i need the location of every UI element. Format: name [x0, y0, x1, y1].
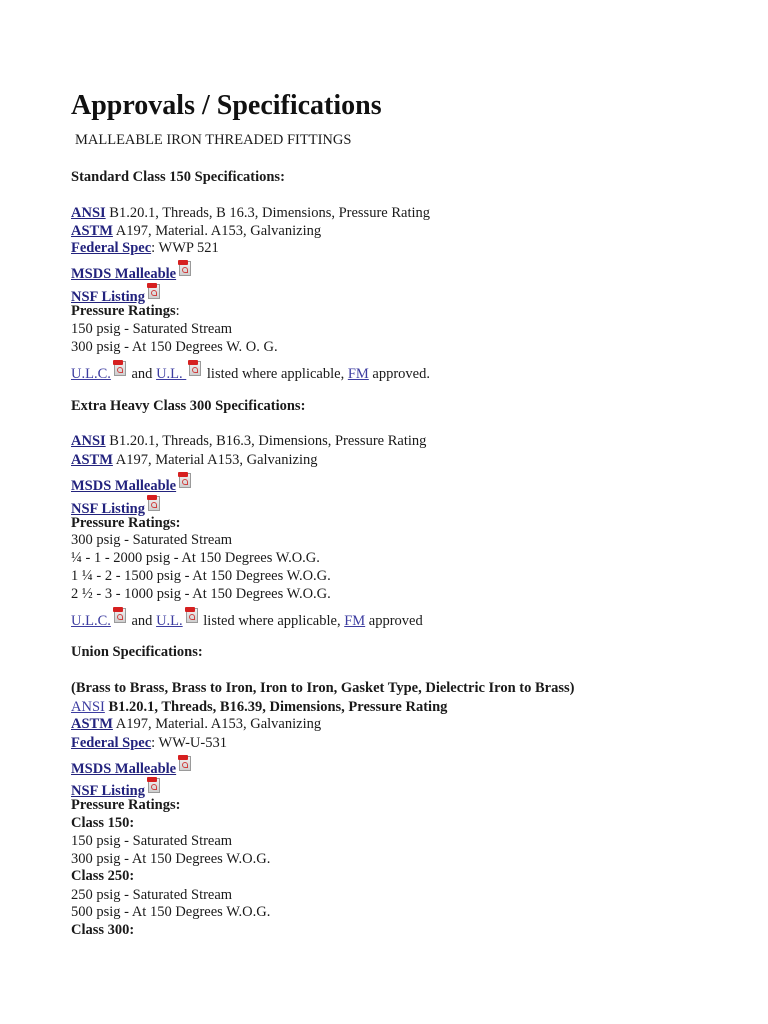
rating-line: 300 psig - At 150 Degrees W. O. G. — [71, 339, 278, 355]
extra-heavy-ansi-line — [71, 432, 426, 450]
listed-text: listed where applicable, — [203, 366, 348, 382]
and-text: and — [127, 613, 157, 629]
union-types: (Brass to Brass, Brass to Iron, Iron to Iron, Gasket Type, Dielectric Iron to Brass) — [71, 680, 575, 696]
rating-line: 500 psig - At 150 Degrees W.O.G. — [71, 904, 271, 920]
approved-text: approved — [365, 613, 423, 629]
extra-heavy-astm-line — [71, 451, 317, 469]
pdf-icon[interactable] — [148, 496, 160, 511]
astm-link[interactable]: ASTM — [71, 223, 113, 239]
pdf-icon[interactable] — [148, 778, 160, 793]
extra-heavy-heading: Extra Heavy Class 300 Specifications: — [71, 398, 306, 414]
standard-heading: Standard Class 150 Specifications: — [71, 169, 285, 185]
rating-line: 150 psig - Saturated Stream — [71, 321, 233, 337]
pdf-icon[interactable] — [179, 261, 191, 276]
ansi-link[interactable]: ANSI — [71, 699, 105, 715]
pdf-icon[interactable] — [189, 361, 201, 376]
rating-line: ¼ - 1 - 2000 psig - At 150 Degrees W.O.G. — [71, 550, 320, 566]
page-title: Approvals / Specifications — [71, 90, 382, 121]
ansi-spec-text: B1.20.1, Threads, B16.3, Dimensions, Pressure Rating — [105, 433, 427, 449]
union-msds-line — [71, 756, 193, 778]
msds-malleable-link[interactable]: MSDS Malleable — [71, 478, 177, 494]
extra-heavy-listing-line — [71, 608, 423, 630]
rating-line: 150 psig - Saturated Stream — [71, 833, 233, 849]
astm-link[interactable]: ASTM — [71, 716, 113, 732]
listed-text: listed where applicable, — [199, 613, 345, 629]
pdf-icon[interactable] — [179, 756, 191, 771]
pdf-icon[interactable] — [114, 608, 126, 623]
standard-astm-line — [71, 222, 321, 240]
approved-text: approved. — [368, 366, 430, 382]
standard-federal-line — [71, 239, 219, 257]
ansi-spec-text: B1.20.1, Threads, B 16.3, Dimensions, Pressure Rating — [105, 205, 431, 221]
ulc-link[interactable]: U.L.C. — [71, 366, 111, 382]
astm-spec-text: A197, Material. A153, Galvanizing — [112, 716, 322, 732]
nsf-listing-link[interactable]: NSF Listing — [71, 289, 145, 305]
pdf-icon[interactable] — [179, 473, 191, 488]
ulc-link[interactable]: U.L.C. — [71, 613, 111, 629]
class-250-label: Class 250: — [71, 868, 135, 884]
and-text: and — [127, 366, 157, 382]
standard-pressure-label — [71, 302, 180, 320]
union-astm-line — [71, 715, 321, 733]
class-150-label: Class 150: — [71, 815, 135, 831]
pressure-ratings-label: Pressure Ratings — [71, 303, 176, 319]
pdf-icon[interactable] — [148, 284, 160, 299]
pdf-icon[interactable] — [114, 361, 126, 376]
ul-link[interactable]: U.L. — [156, 613, 183, 629]
nsf-listing-link[interactable]: NSF Listing — [71, 501, 145, 517]
standard-ansi-line — [71, 204, 430, 222]
standard-msds-line — [71, 261, 193, 283]
union-heading: Union Specifications: — [71, 644, 203, 660]
extra-heavy-msds-line — [71, 473, 193, 495]
ul-link[interactable]: U.L. — [156, 366, 187, 382]
rating-line: 300 psig - At 150 Degrees W.O.G. — [71, 851, 271, 867]
nsf-listing-link[interactable]: NSF Listing — [71, 783, 145, 799]
colon: : — [175, 303, 180, 319]
ansi-link[interactable]: ANSI — [71, 433, 106, 449]
union-federal-line — [71, 734, 227, 752]
union-ansi-line — [71, 698, 447, 716]
federal-spec-text: : WWP 521 — [151, 240, 219, 256]
pdf-icon[interactable] — [186, 608, 198, 623]
standard-listing-line — [71, 361, 430, 383]
astm-spec-text: A197, Material. A153, Galvanizing — [112, 223, 322, 239]
rating-line: 1 ¼ - 2 - 1500 psig - At 150 Degrees W.O.G. — [71, 568, 331, 584]
rating-line: 250 psig - Saturated Stream — [71, 887, 233, 903]
rating-line: 300 psig - Saturated Stream — [71, 532, 233, 548]
pressure-ratings-label: Pressure Ratings: — [71, 515, 181, 531]
fm-link[interactable]: FM — [344, 613, 366, 629]
astm-link[interactable]: ASTM — [71, 452, 113, 468]
pressure-ratings-label: Pressure Ratings: — [71, 797, 181, 813]
ansi-spec-text: B1.20.1, Threads, B16.39, Dimensions, Pressure Rating — [104, 699, 448, 715]
class-300-label: Class 300: — [71, 922, 135, 938]
federal-spec-link[interactable]: Federal Spec — [71, 240, 152, 256]
msds-malleable-link[interactable]: MSDS Malleable — [71, 266, 177, 282]
astm-spec-text: A197, Material A153, Galvanizing — [112, 452, 318, 468]
fm-link[interactable]: FM — [347, 366, 369, 382]
rating-line: 2 ½ - 3 - 1000 psig - At 150 Degrees W.O.G. — [71, 586, 331, 602]
page-subtitle: MALLEABLE IRON THREADED FITTINGS — [75, 132, 352, 148]
msds-malleable-link[interactable]: MSDS Malleable — [71, 761, 177, 777]
federal-spec-link[interactable]: Federal Spec — [71, 735, 152, 751]
ansi-link[interactable]: ANSI — [71, 205, 106, 221]
federal-spec-text: : WW-U-531 — [151, 735, 227, 751]
